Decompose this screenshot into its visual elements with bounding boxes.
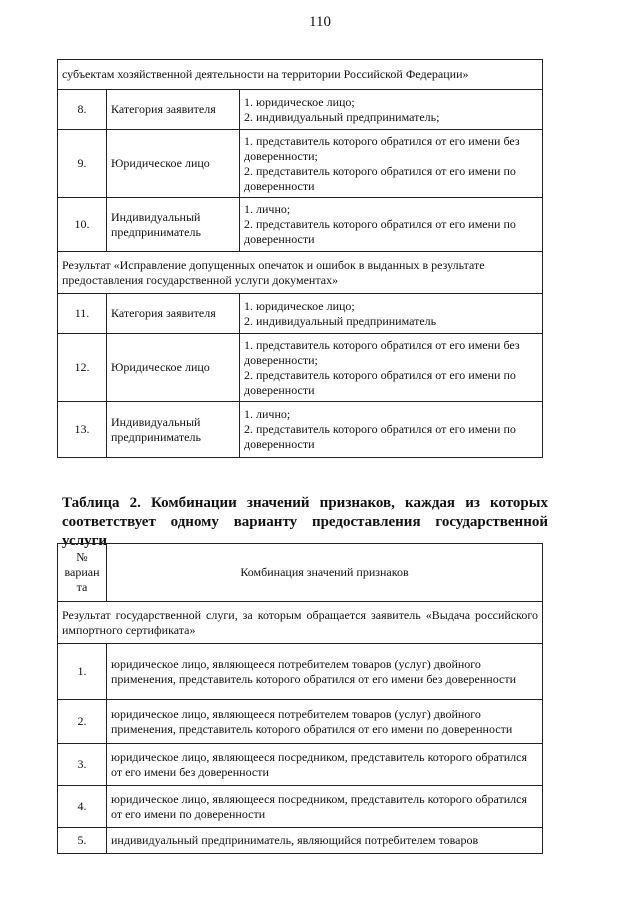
result-heading-cell: Результат государственной слуги, за которым обращается заявитель «Выдача российского импортного сертификата»	[58, 602, 543, 644]
attribute-value: 2. индивидуальный предприниматель;	[244, 109, 440, 124]
table-row	[58, 828, 543, 854]
table-row	[58, 700, 543, 744]
table-row	[58, 90, 543, 130]
variant-number: 1.	[58, 644, 107, 700]
attribute-name: Категория заявителя	[107, 90, 240, 130]
header-variant-number: № вариан та	[58, 544, 107, 602]
combination-text: юридическое лицо, являющееся посредником, представитель которого обратился от его имени по доверенности	[107, 786, 543, 828]
attribute-value: 1. лично;	[244, 407, 291, 421]
attributes-table	[57, 59, 543, 458]
attribute-name: Индивидуальный предприниматель	[107, 402, 240, 458]
table2-title-line: соответствует одному варианту предоставления государственной услуги	[62, 514, 548, 549]
row-number: 10.	[58, 198, 107, 252]
combination-text: юридическое лицо, являющееся потребителем товаров (услуг) двойного применения, представитель которого обратился от его имени по доверенности	[107, 700, 543, 744]
table-row	[58, 130, 543, 198]
table-row	[58, 602, 543, 644]
attribute-value: 2. представитель которого обратился от его имени по доверенности	[244, 367, 516, 397]
combination-text: юридическое лицо, являющееся потребителем товаров (услуг) двойного применения, представитель которого обратился от его имени без доверенности	[107, 644, 543, 700]
attribute-value: 2. представитель которого обратился от его имени по доверенности	[244, 422, 516, 451]
attribute-value: 1. юридическое лицо;	[244, 94, 355, 109]
attribute-values	[240, 402, 543, 458]
table-row	[58, 402, 543, 458]
attribute-values	[240, 130, 543, 198]
row-number: 13.	[58, 402, 107, 458]
row-number: 12.	[58, 334, 107, 402]
attribute-values	[240, 90, 543, 130]
attribute-value: 2. представитель которого обратился от его имени по доверенности	[244, 217, 516, 246]
attribute-value: 1. представитель которого обратился от его имени без доверенности;	[244, 337, 520, 367]
attribute-value: 1. лично;	[244, 202, 291, 216]
attribute-values	[240, 334, 543, 402]
table-row	[58, 294, 543, 334]
page-number: 110	[309, 14, 331, 30]
attribute-name: Юридическое лицо	[107, 130, 240, 198]
table2-title-line: Таблица 2. Комбинации значений признаков, каждая из которых	[62, 495, 548, 511]
table-row	[58, 744, 543, 786]
variant-number: 4.	[58, 786, 107, 828]
row-number: 8.	[58, 90, 107, 130]
attribute-value: 2. представитель которого обратился от его имени по доверенности	[244, 163, 516, 193]
table-row	[58, 644, 543, 700]
attribute-values	[240, 294, 543, 334]
table-row	[58, 786, 543, 828]
table-row	[58, 198, 543, 252]
table-header-row	[58, 544, 543, 602]
combinations-table	[57, 543, 543, 854]
row-number: 11.	[58, 294, 107, 334]
header-combination: Комбинация значений признаков	[107, 544, 543, 602]
continuation-cell: субъектам хозяйственной деятельности на территории Российской Федерации»	[58, 60, 543, 90]
combination-text: индивидуальный предприниматель, являющийся потребителем товаров	[107, 828, 543, 854]
attribute-value: 1. представитель которого обратился от его имени без доверенности;	[244, 133, 520, 163]
table-row	[58, 252, 543, 294]
variant-number: 2.	[58, 700, 107, 744]
variant-number: 3.	[58, 744, 107, 786]
attribute-value: 1. юридическое лицо;	[244, 298, 355, 313]
table-row	[58, 60, 543, 90]
attribute-value: 2. индивидуальный предприниматель	[244, 313, 437, 328]
attribute-name: Категория заявителя	[107, 294, 240, 334]
result-heading-cell: Результат «Исправление допущенных опечаток и ошибок в выданных в результате предоставления государственной услуги документах»	[58, 252, 543, 294]
attribute-name: Юридическое лицо	[107, 334, 240, 402]
combination-text: юридическое лицо, являющееся посредником, представитель которого обратился от его имени без доверенности	[107, 744, 543, 786]
row-number: 9.	[58, 130, 107, 198]
attribute-name: Индивидуальный предприниматель	[107, 198, 240, 252]
variant-number: 5.	[58, 828, 107, 854]
attribute-values	[240, 198, 543, 252]
table-row	[58, 334, 543, 402]
